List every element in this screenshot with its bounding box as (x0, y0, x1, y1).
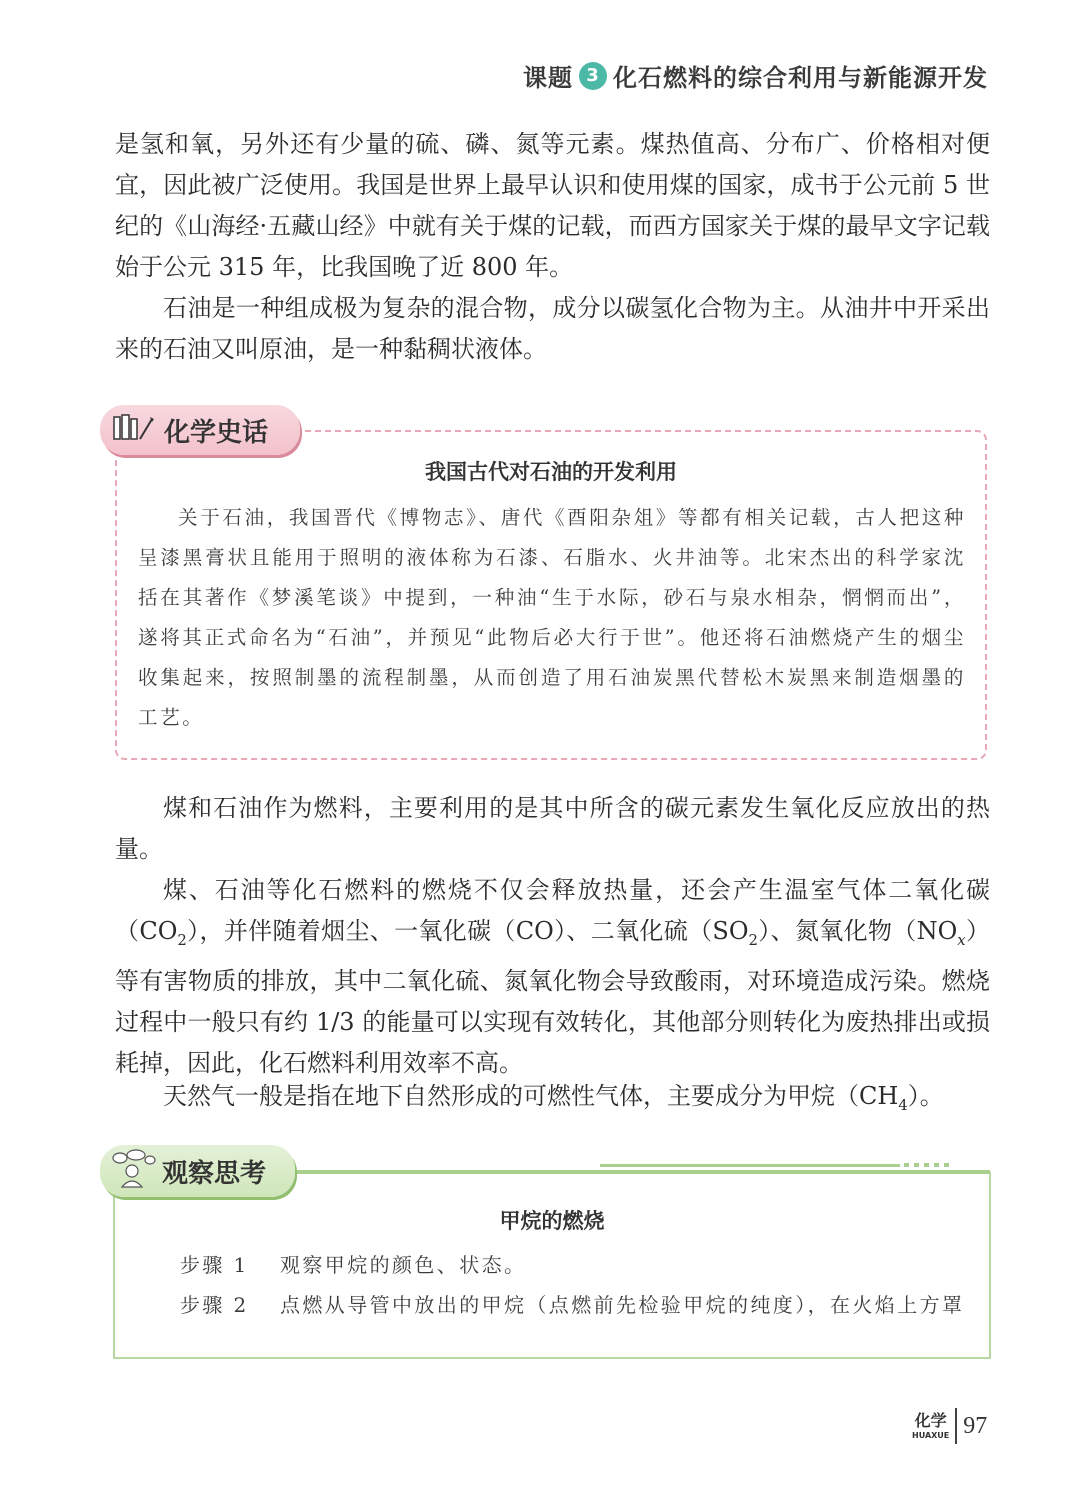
lesson-number-badge: 3 (579, 62, 607, 90)
observe-title: 甲烷的燃烧 (499, 1209, 605, 1233)
step-label: 步骤 1 (180, 1253, 249, 1277)
history-tab-label: 化学史话 (164, 417, 269, 448)
paragraph-pollution: 煤、石油等化石燃料的燃烧不仅会释放热量，还会产生温室气体二氧化碳$(CO_2)$，并伴随着烟尘、一氧化碳（CO）、二氧化硫$(SO_2)$、氮氧化物$(NO_x)$等有害物质的排放，其中二氧化硫、氮氧化物会导致酸雨，对环境造成污染。燃烧过程中一般只有约 1/3 的能量可以实现有效转化，其他部分则转化为废热排出或损耗掉，因此，化石燃料利用效率不高。 (115, 876, 990, 1077)
subject-brand: 化学 HUAXUE (912, 1410, 950, 1440)
lesson-prefix: 课题 (523, 64, 573, 92)
observe-tab (100, 1145, 295, 1197)
step-text: 观察甲烷的颜色、状态。 (280, 1253, 527, 1277)
lesson-title: 化石燃料的综合利用与新能源开发 (613, 64, 988, 92)
observe-step (180, 1289, 964, 1318)
paragraph-petroleum: 石油是一种组成极为复杂的混合物，成分以碳氢化合物为主。从油井中开采出来的石油又叫原油，是一种黏稠状液体。 (115, 294, 990, 363)
observe-deco-dots (904, 1163, 949, 1167)
history-body: 关于石油，我国晋代《博物志》、唐代《酉阳杂俎》等都有相关记载，古人把这种呈漆黑膏状且能用于照明的液体称为石漆、石脂水、火井油等。北宋杰出的科学家沈括在其著作《梦溪笔谈》中提到，一种油“生于水际，砂石与泉水相杂，惘惘而出”，遂将其正式命名为“石油”，并预见“此物后必大行于世”。他还将石油燃烧产生的烟尘收集起来，按照制墨的流程制墨，从而创造了用石油炭黑代替松木炭黑来制造烟墨的工艺。 (138, 506, 966, 729)
history-tab (100, 405, 300, 455)
page-footer (912, 1408, 987, 1444)
observe-top-line (290, 1170, 990, 1174)
page-number: 97 (963, 1412, 988, 1439)
observe-tab-label: 观察思考 (162, 1158, 267, 1189)
thinking-person-icon (110, 1149, 156, 1193)
paragraph-coal: 是氢和氧，另外还有少量的硫、磷、氮等元素。煤热值高、分布广、价格相对便宜，因此被广泛使用。我国是世界上最早认识和使用煤的国家，成书于公元前 5 世纪的《山海经·五藏山经》中就有关于煤的记载，而西方国家关于煤的最早文字记载始于公元 315 年，比我国晚了近 800 年。 (115, 130, 990, 281)
footer-divider (955, 1408, 957, 1444)
paragraph-combustion-heat: 煤和石油作为燃料，主要利用的是其中所含的碳元素发生氧化反应放出的热量。 (115, 794, 990, 863)
step-text: 点燃从导管中放出的甲烷（点燃前先检验甲烷的纯度），在火焰上方罩 (280, 1293, 965, 1317)
books-icon (112, 413, 156, 447)
paragraph-natural-gas: 天然气一般是指在地下自然形成的可燃性气体，主要成分为甲烷$(CH_4)$。 (163, 1082, 944, 1114)
history-title: 我国古代对石油的开发利用 (425, 460, 677, 484)
lesson-header (523, 58, 988, 93)
step-label: 步骤 2 (180, 1293, 249, 1317)
observe-step (180, 1249, 526, 1278)
observe-deco-line (600, 1164, 900, 1167)
